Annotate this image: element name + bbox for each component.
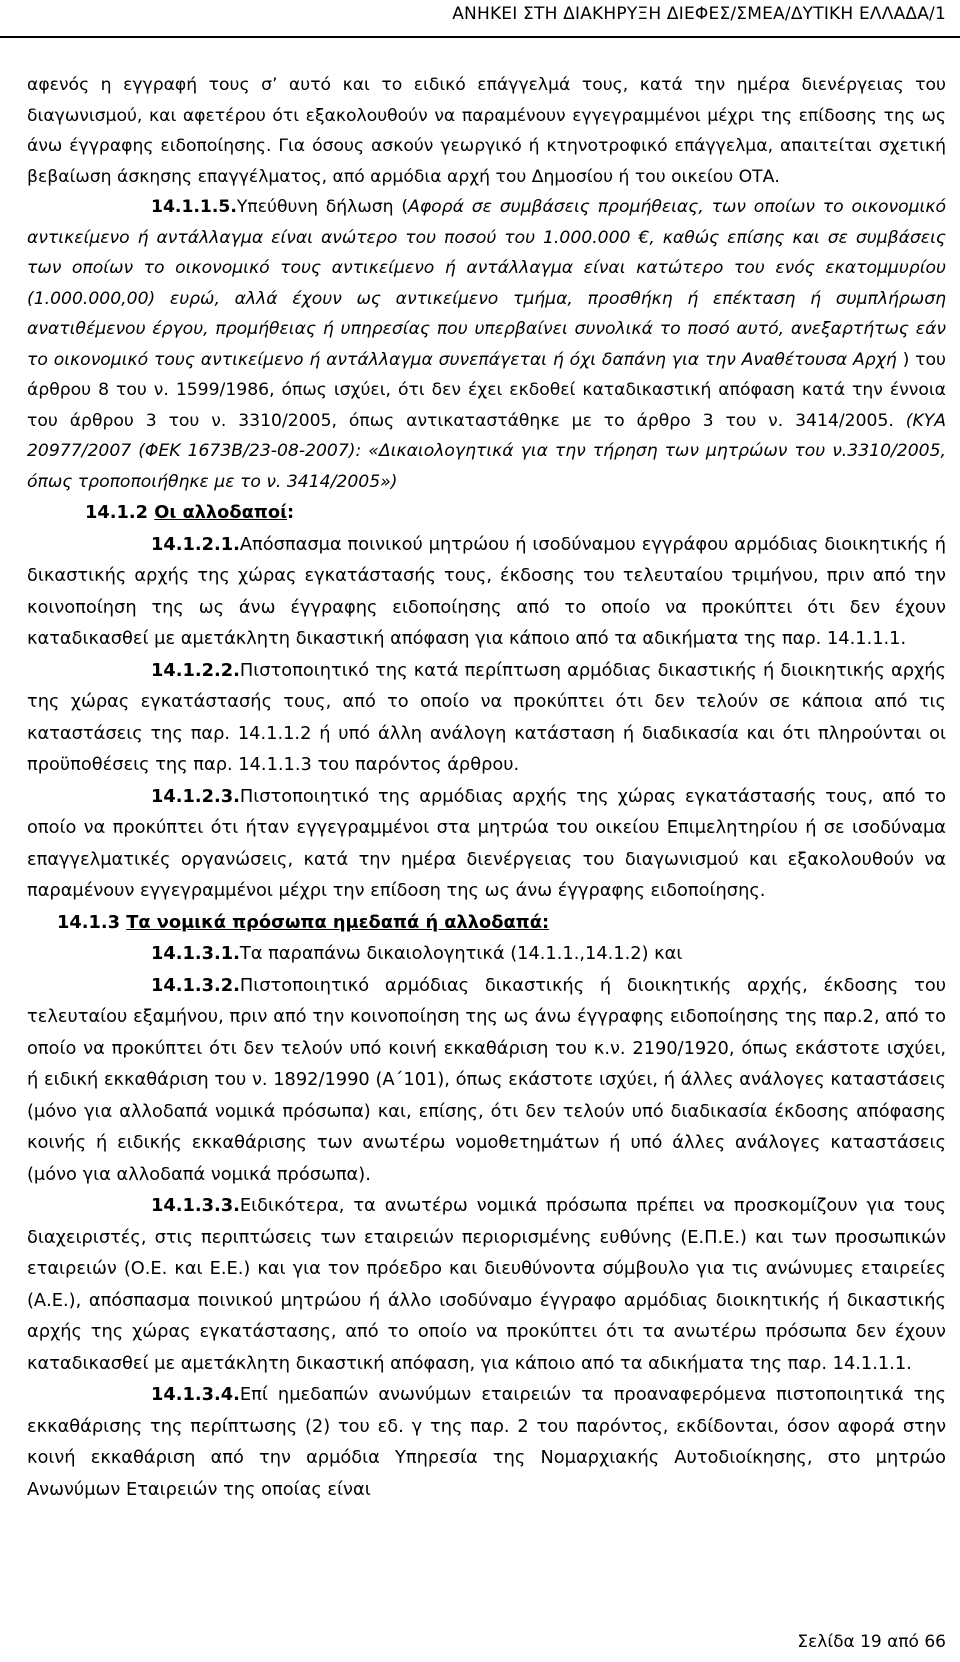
paragraph-14-1-2-2 [27, 655, 946, 781]
paragraph-registration [27, 70, 946, 192]
paragraph-14-1-3-2 [27, 970, 946, 1191]
section-number: 14.1.3 [57, 911, 120, 933]
paragraph-text: αφενός η εγγραφή τους σ’ αυτό και το ειδικό επάγγελμά τους, κατά την ημέρα διενέργειας του διαγωνισμού, και αφετέρου ότι εξακολουθούν να παραμένουν εγγεγραμμένοι μέχρι της επίδοσης της ως άνω έγγραφης ειδοποίησης. Για όσους ασκούν γεωργικό ή κτηνοτροφικό επάγγελμα, απαιτείται σχετική βεβαίωση άσκησης επαγγέλματος, από αρμόδια αρχή του Δημοσίου ή του οικείου ΟΤΑ. [27, 75, 946, 187]
section-heading-foreign [85, 497, 946, 529]
clause-number: 14.1.3.4. [151, 1384, 240, 1405]
clause-text: Τα παραπάνω δικαιολογητικά (14.1.1.,14.1.2) και [239, 943, 683, 964]
clause-text: Πιστοποιητικό της αρμόδιας αρχής της χώρας εγκατάστασής τους, από το οποίο να προκύπτει ότι ήταν εγγεγραμμένοι στα μητρώα του οικείου Επιμελητηρίου ή σε ισοδύναμα επαγγελματικές οργανώσεις, κατά την ημέρα διενέργειας του διαγωνισμού και εξακολουθούν να παραμένουν εγγεγραμμένοι μέχρι την επίδοση της ως άνω έγγραφης ειδοποίησης. [27, 785, 946, 901]
clause-reference: (ΚΥΑ 20977/2007 (ΦΕΚ 1673Β/23-08-2007): «Δικαιολογητικά για την τήρηση των μητρώων του ν.3310/2005, όπως τροποποιήθηκε με το ν. 3414/2005») [27, 410, 946, 492]
clause-italic-text: Αφορά σε συμβάσεις προμήθειας, των οποίων το οικονομικό αντικείμενο ή αντάλλαγμα είναι ανώτερο του ποσού του 1.000.000 €, καθώς επίσης και σε συμβάσεις των οποίων το οικονομικό τους αντικείμενο ή αντάλλαγμα είναι κατώτερο του ενός εκατομμυρίου (1.000.000,00) ευρώ, αλλά έχουν ως αντικείμενο τμήμα, προσθήκη ή επέκταση ή συμπλήρωση ανατιθέμενου έργου, προμήθειας ή υπηρεσίας που υπερβαίνει συνολικά το ποσό αυτό, ανεξαρτήτως εάν το οικονομικό τους αντικείμενο ή αντάλλαγμα συνεπάγεται ή όχι δαπάνη για την Αναθέτουσα Αρχή [27, 197, 946, 370]
clause-number: 14.1.3.2. [151, 974, 240, 996]
document-body [27, 70, 946, 1505]
clause-number: 14.1.3.1. [151, 943, 240, 964]
clause-text: Επί ημεδαπών ανωνύμων εταιρειών τα προαναφερόμενα πιστοποιητικά της εκκαθάρισης της περίπτωσης (2) του εδ. γ της παρ. 2 του παρόντος, εκδίδονται, όσον αφορά στην κοινή εκκαθάριση από την αρμόδια Υπηρεσία της Νομαρχιακής Αυτοδιοίκησης, στο μητρώο Ανωνύμων Εταιρειών της οποίας είναι [27, 1384, 946, 1500]
paragraph-14-1-2-3 [27, 781, 946, 907]
section-title: Οι αλλοδαποί [154, 502, 288, 523]
clause-number: 14.1.1.5. [151, 197, 237, 217]
clause-text: Απόσπασμα ποινικού μητρώου ή ισοδύναμου εγγράφου αρμόδιας διοικητικής ή δικαστικής αρχής της χώρας εγκατάστασής τους, έκδοσης του τελευταίου τριμήνου, πριν από την κοινοποίηση της ως άνω έγγραφης ειδοποίησης από το οποίο να προκύπτει ότι δεν έχουν καταδικασθεί με αμετάκλητη δικαστική απόφαση για κάποιο από τα αδικήματα της παρ. 14.1.1.1. [27, 533, 946, 649]
paragraph-14-1-3-4 [27, 1379, 946, 1505]
clause-text: Πιστοποιητικό αρμόδιας δικαστικής ή διοικητικής αρχής, έκδοσης του τελευταίου εξαμήνου, πριν από την κοινοποίηση της ως άνω έγγραφης ειδοποίησης της παρ.2, από το οποίο να προκύπτει ότι δεν τελούν υπό κοινή εκκαθάριση του κ.ν. 2190/1920, όπως εκάστοτε ισχύει, ή ειδική εκκαθάριση του ν. 1892/1990 (Α΄101), όπως εκάστοτε ισχύει, ή άλλες ανάλογες καταστάσεις (μόνο για αλλοδαπά νομικά πρόσωπα) και, επίσης, ότι δεν τελούν υπό διαδικασία έκδοσης απόφασης κοινής ή ειδικής εκκαθάρισης των ανωτέρω νομοθετημάτων ή υπό άλλες ανάλογες καταστάσεις (μόνο για αλλοδαπά νομικά πρόσωπα). [27, 974, 946, 1185]
paragraph-14-1-3-1 [27, 938, 946, 970]
clause-plain-text: ) του άρθρου 8 του ν. 1599/1986, όπως ισχύει, ότι δεν έχει εκδοθεί καταδικαστική απόφαση κατά την έννοια του άρθρου 3 του ν. 3310/2005, όπως αντικαταστάθηκε με το άρθρο 3 του ν. 3414/2005. [27, 349, 946, 431]
clause-text: Πιστοποιητικό της κατά περίπτωση αρμόδιας δικαστικής ή διοικητικής αρχής της χώρας εγκατάστασής τους, από το οποίο να προκύπτει ότι δεν τελούν σε κάποια από τις καταστάσεις της παρ. 14.1.1.2 ή υπό άλλη ανάλογη κατάσταση ή διαδικασία και ότι πληρούνται οι προϋποθέσεις της παρ. 14.1.1.3 του παρόντος άρθρου. [27, 659, 946, 775]
section-title: Τα νομικά πρόσωπα ημεδαπά ή αλλοδαπά: [126, 911, 550, 933]
clause-number: 14.1.2.1. [151, 533, 240, 555]
section-number: 14.1.2 [85, 502, 148, 523]
running-header: ΑΝΗΚΕΙ ΣΤΗ ΔΙΑΚΗΡΥΞΗ ΔΙΕΦΕΣ/ΣΜΕΑ/ΔΥΤΙΚΗ ΕΛΛΑΔΑ/1 [452, 4, 946, 24]
clause-intro: Υπεύθυνη δήλωση ( [236, 197, 409, 217]
page-number-footer: Σελίδα 19 από 66 [797, 1632, 946, 1652]
paragraph-14-1-2-1 [27, 529, 946, 655]
section-colon: : [287, 502, 295, 523]
paragraph-14-1-3-3 [27, 1190, 946, 1379]
header-rule [0, 36, 960, 38]
clause-number: 14.1.3.3. [151, 1195, 240, 1216]
clause-number: 14.1.2.3. [151, 785, 240, 807]
paragraph-14-1-1-5 [27, 192, 946, 497]
clause-number: 14.1.2.2. [151, 659, 240, 681]
section-heading-legal-entities [57, 907, 946, 939]
clause-text: Ειδικότερα, τα ανωτέρω νομικά πρόσωπα πρέπει να προσκομίζουν για τους διαχειριστές, στις περιπτώσεις των εταιρειών περιορισμένης ευθύνης (Ε.Π.Ε.) και των προσωπικών εταιρειών (Ο.Ε. και Ε.Ε.) και για τον πρόεδρο και διευθύνοντα σύμβουλο για τις ανώνυμες εταιρείες (Α.Ε.), απόσπασμα ποινικού μητρώου ή άλλο ισοδύναμο έγγραφο αρμόδιας διοικητικής ή δικαστικής αρχής της χώρας εγκατάστασης, από το οποίο να προκύπτει ότι τα ανωτέρω πρόσωπα δεν έχουν καταδικασθεί με αμετάκλητη δικαστική απόφαση, για κάποιο από τα αδικήματα της παρ. 14.1.1.1. [27, 1195, 946, 1374]
